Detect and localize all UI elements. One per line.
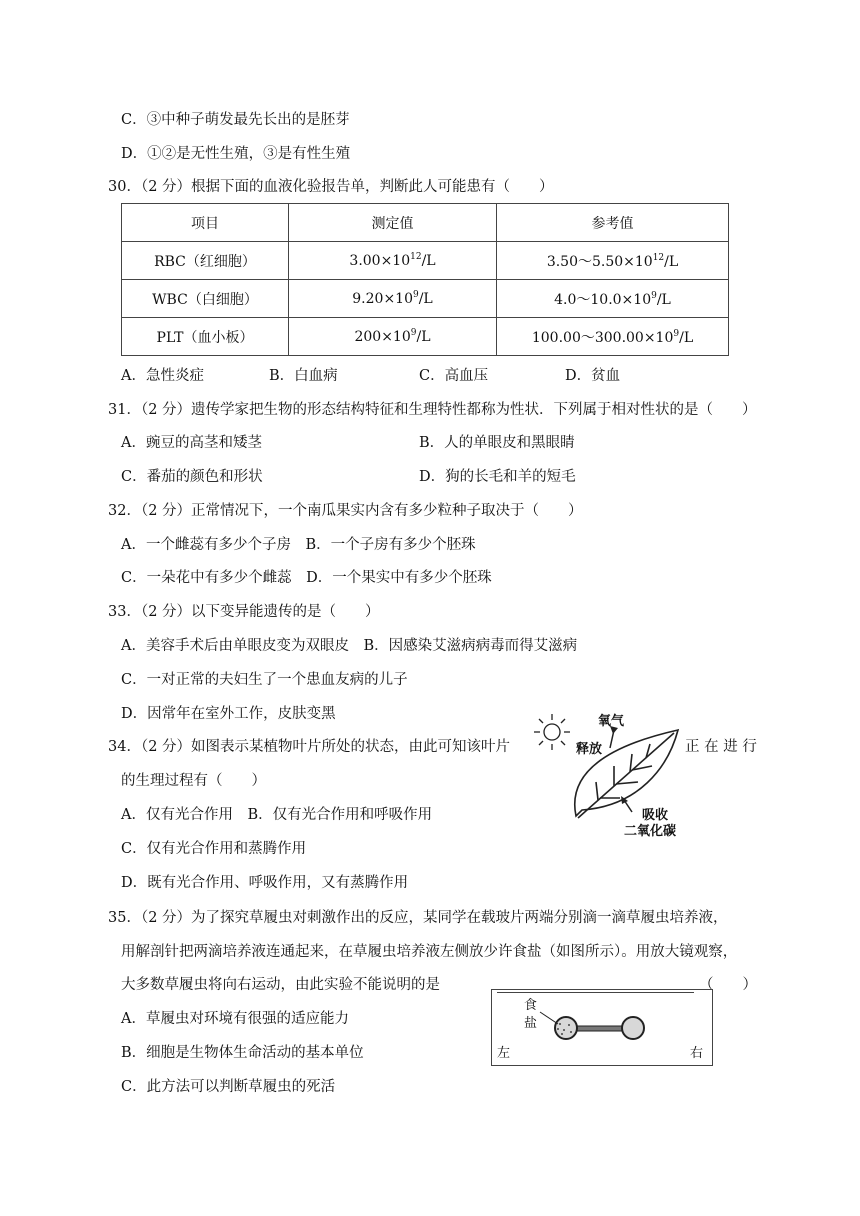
left-label: 左 [497,1046,511,1061]
right-droplet [622,1017,644,1039]
q34-stem: 34．（2 分）如图表示某植物叶片所处的状态，由此可知该叶片 [108,739,511,755]
table-header-item: 项目 [122,204,289,242]
q31-option-b: B．人的单眼皮和黑眼睛 [419,435,575,451]
q29-option-c: C．③中种子萌发最先长出的是胚芽 [121,112,350,128]
co2-label: 二氧化碳 [624,824,677,839]
table-cell-reference: $4.0\sim 10.0\times 10^9/L$ [497,280,729,318]
table-cell-item: RBC（红细胞） [122,242,289,280]
table-row [122,280,729,318]
table-cell-reference: $3.50\sim 5.50\times 10^{12}/L$ [497,242,729,280]
q33-options-ab: A．美容手术后由单眼皮变为双眼皮 B．因感染艾滋病病毒而得艾滋病 [121,638,578,654]
salt-label-2: 盐 [524,1016,538,1031]
salt-label-1: 食 [524,998,538,1013]
q35-stem-line1: 35．（2 分）为了探究草履虫对刺激作出的反应，某同学在载玻片两端分别滴一滴草履虫培养液， [108,910,728,926]
q35-option-b: B．细胞是生物体生命活动的基本单位 [121,1045,364,1061]
q31-option-c: C．番茄的颜色和形状 [121,469,263,485]
table-row [122,318,729,356]
q35-stem-line2: 用解剖针把两滴培养液连通起来，在草履虫培养液左侧放少许食盐（如图所示）。用放大镜观察， [121,944,738,960]
table-header-row [122,204,729,242]
q34-stem-continued: 正 在 进 行 [685,739,757,755]
q31-option-d: D．狗的长毛和羊的短毛 [419,469,576,485]
q34-option-c: C．仅有光合作用和蒸腾作用 [121,841,307,857]
table-cell-item: PLT（血小板） [122,318,289,356]
table-header-reference: 参考值 [497,204,729,242]
q34-stem-end: 的生理过程有（ ） [121,773,266,789]
blood-test-table [121,203,729,356]
q30-option-a: A．急性炎症 [121,368,204,384]
right-label: 右 [690,1046,704,1061]
sun-icon [534,714,570,750]
q31-stem: 31．（2 分）遗传学家把生物的形态结构特征和生理特性都称为性状．下列属于相对性状的是（ ） [108,402,757,418]
q35-option-a: A．草履虫对环境有很强的适应能力 [121,1011,349,1027]
q30-option-c: C．高血压 [419,368,489,384]
connecting-channel [570,1026,630,1031]
table-cell-item: WBC（白细胞） [122,280,289,318]
q32-options-ab: A．一个雌蕊有多少个子房 B．一个子房有多少个胚珠 [121,537,476,553]
release-label: 释放 [576,742,603,757]
q35-option-c: C．此方法可以判断草履虫的死活 [121,1079,336,1095]
q33-option-c: C．一对正常的夫妇生了一个患血友病的儿子 [121,672,408,688]
q35-stem-line3: 大多数草履虫将向右运动，由此实验不能说明的是 [121,977,440,993]
q30-option-d: D．贫血 [565,368,621,384]
table-row [122,242,729,280]
table-cell-measured: $9.20\times 10^9/L$ [289,280,497,318]
q34-options-ab: A．仅有光合作用 B．仅有光合作用和呼吸作用 [121,807,433,823]
left-droplet [555,1017,577,1039]
q34-option-d: D．既有光合作用、呼吸作用，又有蒸腾作用 [121,875,409,891]
oxygen-label: 氧气 [598,714,625,729]
table-header-measured: 测定值 [289,204,497,242]
q29-option-d: D．①②是无性生殖，③是有性生殖 [121,146,351,162]
salt-pointer [540,1012,558,1024]
q30-option-b: B．白血病 [269,368,338,384]
leaf-figure [528,708,683,839]
table-cell-measured: $200\times 10^9/L$ [289,318,497,356]
q32-stem: 32．（2 分）正常情况下，一个南瓜果实内含有多少粒种子取决于（ ） [108,503,583,519]
q35-answer-paren: （ ） [699,977,757,993]
q33-option-d: D．因常年在室外工作，皮肤变黑 [121,706,336,722]
q30-stem: 30．（2 分）根据下面的血液化验报告单，判断此人可能患有（ ） [108,179,554,195]
table-cell-reference: $100.00\sim 300.00\times 10^9/L$ [497,318,729,356]
absorb-label: 吸收 [642,808,669,823]
q32-options-cd: C．一朵花中有多少个雌蕊 D．一个果实中有多少个胚珠 [121,570,492,586]
q33-stem: 33．（2 分）以下变异能遗传的是（ ） [108,604,380,620]
slide-figure [491,989,713,1066]
q31-option-a: A．豌豆的高茎和矮茎 [121,435,262,451]
table-cell-measured: $3.00\times 10^{12}/L$ [289,242,497,280]
